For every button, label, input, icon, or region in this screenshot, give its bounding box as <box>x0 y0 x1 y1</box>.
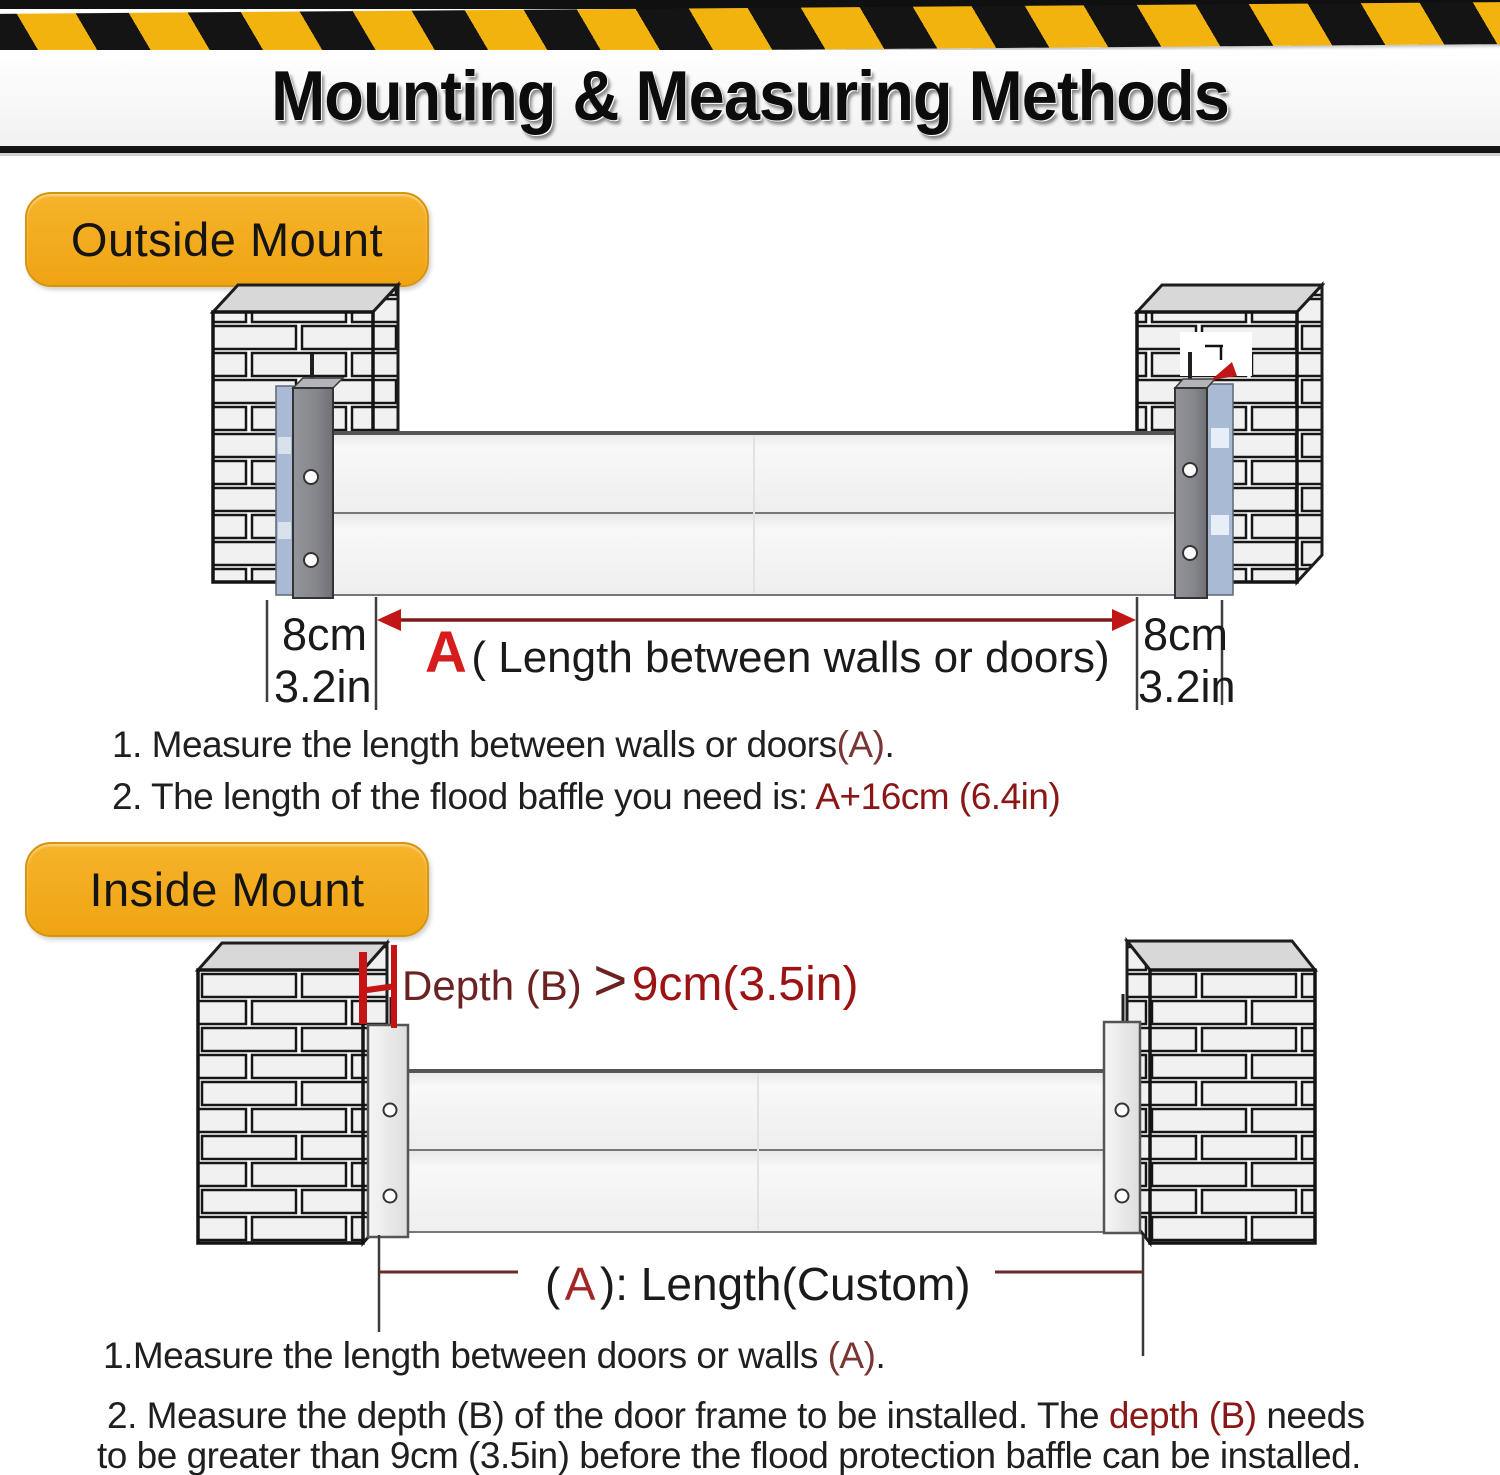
paren-open: ( <box>545 1258 561 1310</box>
step-1-text: 1. Measure the length between walls or doors <box>112 724 837 765</box>
span-description: ( Length between walls or doors) <box>471 633 1110 682</box>
screw <box>384 1190 397 1203</box>
pillar-top-face <box>1127 941 1315 970</box>
screw <box>1183 546 1197 560</box>
hazard-stripe-band <box>0 2 1500 56</box>
step-1 <box>103 1336 1365 1376</box>
dim-label-32in-right: 3.2in <box>1138 661 1236 712</box>
step-2-continued-text: to be greater than 9cm (3.5in) before the flood protection baffle can be installed. <box>97 1435 1361 1475</box>
depth-label: Depth (B) <box>402 962 594 1009</box>
step-2-text: 2. Measure the depth (B) of the door frame to be installed. The <box>107 1395 1109 1436</box>
channel-top-bevel <box>1175 379 1215 388</box>
depth-annotation <box>402 948 858 1013</box>
step-2 <box>107 1396 1365 1436</box>
pillar-top-face <box>213 285 398 312</box>
pillar-top-face <box>1137 285 1322 312</box>
length-variable-a: A <box>564 1258 596 1310</box>
page-title: Mounting & Measuring Methods <box>271 56 1229 135</box>
length-description: ): Length(Custom) <box>599 1258 971 1310</box>
inside-right-pillar <box>1127 941 1315 1243</box>
step-2-suffix: needs <box>1256 1395 1365 1436</box>
pillar-front-face <box>1150 970 1315 1243</box>
header-divider <box>0 146 1500 153</box>
outside-right-channel <box>1175 352 1237 598</box>
pillar-top-face <box>198 943 387 970</box>
step-2-formula: A+16cm (6.4in) <box>815 776 1061 817</box>
step-1-period: . <box>875 1335 886 1376</box>
channel-top-bevel <box>293 378 343 388</box>
greater-than-sign: > <box>593 948 628 1013</box>
screw <box>304 470 318 484</box>
header-divider-shadow <box>0 153 1500 156</box>
inside-right-channel <box>1104 994 1140 1233</box>
inside-mount-label: Inside Mount <box>89 863 365 916</box>
screw <box>1116 1190 1129 1203</box>
pillar-side-face <box>1297 285 1322 582</box>
inside-mount-badge <box>25 842 429 937</box>
inside-mount-steps <box>95 1336 1365 1475</box>
seal-notch <box>1211 515 1229 535</box>
step-2 <box>112 771 1060 823</box>
inside-flood-barrier <box>408 1070 1108 1232</box>
screw <box>1116 1104 1129 1117</box>
seal-notch <box>1211 428 1229 448</box>
seal-notch <box>278 437 291 454</box>
inside-left-pillar <box>198 943 387 1243</box>
step-2-continued <box>97 1436 1365 1475</box>
inside-left-channel <box>368 997 408 1237</box>
arrowhead-right <box>1112 609 1136 631</box>
step-1-period: . <box>884 724 895 765</box>
mounting-channel <box>1175 388 1207 598</box>
outside-left-channel <box>276 354 343 598</box>
screw <box>304 553 318 567</box>
outside-mount-label: Outside Mount <box>70 213 384 266</box>
seal-strip <box>276 386 293 595</box>
step-1 <box>112 719 1060 771</box>
dim-label-span <box>425 620 1110 685</box>
depth-value: 9cm(3.5in) <box>631 958 859 1011</box>
mounting-channel <box>368 1025 408 1237</box>
dim-label-8cm-left: 8cm <box>282 609 368 660</box>
step-2-text: 2. The length of the flood baffle you need is: <box>112 776 816 817</box>
step-2-depth: depth (B) <box>1108 1395 1257 1436</box>
dim-label-8cm-right: 8cm <box>1143 609 1229 660</box>
screw <box>384 1104 397 1117</box>
inside-mount-diagram <box>0 935 1500 1360</box>
step-1-text: 1.Measure the length between doors or walls <box>103 1335 828 1376</box>
outside-flood-barrier <box>333 432 1175 595</box>
arrowhead-left <box>377 609 401 631</box>
dim-label-32in-left: 3.2in <box>274 661 372 712</box>
pillar-front-face <box>198 970 363 1243</box>
seal-notch <box>278 522 291 539</box>
screw <box>1183 463 1197 477</box>
step-1-variable: (A) <box>827 1335 876 1376</box>
span-variable-a: A <box>425 620 467 685</box>
seal-strip <box>1207 384 1233 595</box>
outside-mount-diagram <box>0 260 1500 720</box>
step-1-variable: (A) <box>836 724 885 765</box>
outside-mount-steps <box>112 719 1060 823</box>
dim-label-length <box>545 1258 971 1310</box>
